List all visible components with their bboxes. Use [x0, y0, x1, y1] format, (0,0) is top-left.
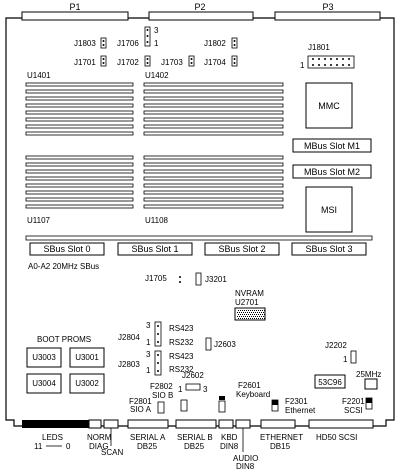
mbus-slot-m2-label: MBus Slot M2	[303, 167, 361, 177]
nvram-dot	[258, 310, 259, 311]
sbus-note: A0-A2 20MHz SBus	[28, 262, 100, 271]
nvram-dot	[242, 318, 243, 319]
nvram-dot	[251, 316, 252, 317]
simm-row	[144, 125, 283, 128]
nvram-dot	[264, 318, 265, 319]
nvram-part: U2701	[235, 298, 259, 307]
nvram-dot	[261, 316, 262, 317]
nvram-dot	[247, 312, 248, 313]
nvram-dot	[256, 314, 257, 315]
j2602-pin-left: 1	[178, 385, 183, 394]
leds-connector	[22, 420, 90, 428]
simm-row	[26, 97, 133, 100]
jumper-j2202	[351, 351, 356, 363]
nvram-dot	[263, 312, 264, 313]
fuse-f2802-sub: SIO B	[152, 391, 174, 400]
fuse-f2801-sub: SIO A	[130, 405, 151, 414]
nvram-dot	[260, 310, 261, 311]
audio-connector	[236, 420, 250, 428]
norm-label: NORM	[87, 433, 112, 442]
rs-label-1: RS423	[169, 324, 194, 333]
fuse-f2601	[219, 401, 225, 412]
nvram-dot	[252, 314, 253, 315]
simm-row	[144, 83, 283, 86]
nvram-dot	[259, 316, 260, 317]
sbus-slot-1-label: SBus Slot 1	[131, 244, 179, 254]
jumper-j1702	[145, 56, 150, 66]
chip-u3002-label: U3002	[75, 379, 99, 388]
j2804-pin-bottom: 1	[146, 338, 151, 347]
scan-label: SCAN	[101, 448, 124, 457]
nvram-dot	[258, 318, 259, 319]
nvram-label: NVRAM	[235, 289, 264, 298]
ethernet-connector	[261, 420, 295, 428]
chip-u3003-label: U3003	[32, 353, 56, 362]
nvram-dot	[238, 310, 239, 311]
jumper-j1801-label: J1801	[308, 43, 330, 52]
fuse-f2601-label: F2601	[238, 381, 261, 390]
nvram-dot	[250, 314, 251, 315]
nvram-dot	[244, 314, 245, 315]
simm-row	[26, 104, 133, 107]
simm-row	[144, 156, 283, 159]
nvram-dot	[243, 312, 244, 313]
jumper-j1802-label: J1802	[204, 39, 226, 48]
fuse-f2301-label: F2301	[285, 397, 308, 406]
simm-row	[144, 184, 283, 187]
simm-row	[26, 83, 133, 86]
nvram-dot	[241, 312, 242, 313]
simm-row	[26, 90, 133, 93]
chip-msi-label: MSI	[320, 205, 338, 215]
jumper-j2602	[186, 384, 200, 390]
nvram-dot	[248, 310, 249, 311]
j1706-pin-top: 3	[154, 26, 159, 35]
jumper-j2804-label: J2804	[118, 333, 140, 342]
jumper-j1701-label: J1701	[74, 58, 96, 67]
nvram-dot	[246, 310, 247, 311]
nvram-dot	[251, 312, 252, 313]
nvram-dot	[253, 312, 254, 313]
nvram-dot	[258, 314, 259, 315]
jumper-j1803	[101, 38, 106, 48]
nvram-dot	[242, 314, 243, 315]
nvram-dot	[250, 310, 251, 311]
connector-p2-label: P2	[194, 2, 206, 12]
simm-row	[26, 132, 133, 135]
nvram-dot	[240, 318, 241, 319]
jumper-j2202-label: J2202	[325, 341, 347, 350]
nvram-dot	[250, 318, 251, 319]
audio-sub: DIN8	[236, 462, 255, 471]
ethernet-sub: DB15	[270, 442, 291, 451]
sbus-connector-strip	[26, 236, 372, 240]
j2803-pin-top: 3	[146, 350, 151, 359]
nvram-dot	[239, 312, 240, 313]
nvram-dot	[237, 316, 238, 317]
serial-b-label: SERIAL B	[177, 433, 213, 442]
nvram-dot	[262, 310, 263, 311]
nvram-dot	[244, 318, 245, 319]
simm-row	[144, 170, 283, 173]
connector-p3-label: P3	[322, 2, 334, 12]
jumper-j1703-label: J1703	[161, 58, 183, 67]
scan-connector	[104, 420, 118, 428]
fuse-f2301-mark	[272, 400, 278, 405]
crystal-label: 25MHz	[356, 370, 382, 379]
simm-row	[26, 205, 133, 208]
chip-u1108-label: U1108	[145, 216, 168, 225]
fuse-f2802-label: F2802	[150, 382, 173, 391]
top-connectors	[22, 2, 380, 20]
fuse-f2201-mark	[366, 398, 372, 403]
nvram-dot	[252, 318, 253, 319]
simm-row	[144, 191, 283, 194]
simm-row	[144, 104, 283, 107]
jumper-j1801	[308, 56, 354, 68]
nvram-dot	[256, 318, 257, 319]
sbus-slot-2-label: SBus Slot 2	[218, 244, 266, 254]
jumper-j1803-label: J1803	[74, 39, 96, 48]
simm-row	[26, 184, 133, 187]
nvram-dot	[240, 314, 241, 315]
rs-label-4: RS232	[169, 365, 194, 374]
jumper-j1704	[232, 56, 237, 66]
serial-a-sub: DB25	[137, 442, 158, 451]
j2804-pin-top: 3	[146, 321, 151, 330]
simm-row	[144, 205, 283, 208]
simm-row	[144, 177, 283, 180]
fuse-f2601-mark	[219, 396, 225, 400]
jumper-j1703	[189, 56, 194, 66]
jumper-j2603	[206, 338, 211, 350]
nvram-dot	[246, 318, 247, 319]
nvram-dot	[253, 316, 254, 317]
nvram-dot	[245, 316, 246, 317]
connector-p1-label: P1	[69, 2, 81, 12]
fuse-f2601-sub: Keyboard	[236, 390, 271, 399]
jumper-j2602-label: J2602	[182, 371, 204, 380]
nvram-dot	[249, 312, 250, 313]
simm-row	[26, 198, 133, 201]
jumper-j2803-label: J2803	[118, 360, 140, 369]
nvram-dot	[245, 312, 246, 313]
serial-a-label: SERIAL A	[130, 433, 166, 442]
nvram-dot	[249, 316, 250, 317]
j1706-pin-bottom: 1	[154, 39, 159, 48]
fuse-f2802	[181, 400, 187, 411]
connector-p1	[22, 12, 128, 20]
fuse-f2801-label: F2801	[129, 397, 152, 406]
nvram-dot	[238, 314, 239, 315]
sbus-slot-3-label: SBus Slot 3	[305, 244, 353, 254]
simm-row	[144, 198, 283, 201]
crystal-25mhz	[365, 379, 377, 389]
nvram-dot	[255, 316, 256, 317]
nvram-dot	[248, 318, 249, 319]
audio-label: AUDIO	[233, 454, 259, 463]
nvram-dot	[259, 312, 260, 313]
simm-row	[26, 111, 133, 114]
nvram-dot	[254, 318, 255, 319]
serial-b-connector	[176, 420, 216, 428]
jumper-j1706-label: J1706	[117, 39, 139, 48]
simm-row	[144, 97, 283, 100]
boot-proms-label: BOOT PROMS	[37, 335, 92, 344]
kbd-label: KBD	[221, 433, 238, 442]
j2803-pin-bottom: 1	[146, 366, 151, 375]
jumper-j2603-label: J2603	[214, 340, 236, 349]
j1801-pin: 1	[300, 61, 305, 70]
jumper-j1705-label: J1705	[145, 274, 167, 283]
ethernet-label: ETHERNET	[260, 433, 304, 442]
nvram-dot	[238, 318, 239, 319]
nvram-dot	[244, 310, 245, 311]
leds-label: LEDS	[42, 433, 63, 442]
simm-row	[26, 125, 133, 128]
sbus-slot-0-label: SBus Slot 0	[43, 244, 91, 254]
rs-label-3: RS423	[169, 352, 194, 361]
nvram-dot	[237, 312, 238, 313]
serial-b-sub: DB25	[184, 442, 205, 451]
simm-row	[26, 177, 133, 180]
simm-row	[26, 170, 133, 173]
simm-row	[26, 156, 133, 159]
bottom-connectors	[22, 420, 373, 428]
fuse-f2201-sub: SCSI	[344, 406, 363, 415]
j2202-pin: 1	[343, 355, 348, 364]
nvram-dot	[241, 316, 242, 317]
simm-row	[144, 90, 283, 93]
nvram-dot	[255, 312, 256, 313]
kbd-sub: DIN8	[220, 442, 239, 451]
chip-u1402-label: U1402	[145, 71, 169, 80]
nvram-dot	[246, 314, 247, 315]
nvram-dot	[262, 314, 263, 315]
connector-p3	[275, 12, 380, 20]
nvram-dot	[260, 318, 261, 319]
nvram-dot	[261, 312, 262, 313]
nvram-dot	[257, 316, 258, 317]
nvram-dot	[240, 310, 241, 311]
simm-row	[144, 118, 283, 121]
chip-mmc-label: MMC	[318, 101, 340, 111]
jumper-j3201-label: J3201	[205, 275, 227, 284]
chip-u1401-label: U1401	[27, 71, 51, 80]
simm-row	[26, 118, 133, 121]
leds-range-right: 0	[66, 442, 71, 451]
jumper-j1802	[232, 38, 237, 48]
nvram-dot	[256, 310, 257, 311]
nvram-dot	[243, 316, 244, 317]
chip-53c96-label: 53C96	[318, 378, 342, 387]
fuse-f2201-label: F2201	[342, 397, 365, 406]
mbus-slot-m1-label: MBus Slot M1	[303, 141, 361, 151]
nvram-dot	[260, 314, 261, 315]
nvram-dot	[262, 318, 263, 319]
nvram-dot	[264, 314, 265, 315]
nvram-dot	[252, 310, 253, 311]
jumper-j1704-label: J1704	[204, 58, 226, 67]
norm-diag-switch	[89, 420, 101, 428]
kbd-connector	[219, 420, 233, 428]
nvram-dot	[263, 316, 264, 317]
chip-u3001-label: U3001	[75, 353, 99, 362]
diag-label: DIAG	[89, 442, 109, 451]
nvram-dot	[248, 314, 249, 315]
jumper-j1702-label: J1702	[117, 58, 139, 67]
simm-row	[26, 163, 133, 166]
simm-row	[26, 191, 133, 194]
nvram-dot	[254, 314, 255, 315]
serial-a-connector	[128, 420, 168, 428]
connector-p2	[149, 12, 253, 20]
scsi-connector	[309, 420, 373, 428]
fuse-f2801	[158, 402, 164, 413]
chip-u3004-label: U3004	[32, 379, 56, 388]
jumper-j3201	[196, 273, 201, 285]
fuse-f2301-sub: Ethernet	[285, 406, 316, 415]
nvram-dot	[247, 316, 248, 317]
simm-row	[144, 111, 283, 114]
nvram-dot	[254, 310, 255, 311]
chip-u1107-label: U1107	[27, 216, 50, 225]
nvram-dot	[242, 310, 243, 311]
scsi-label: HD50 SCSI	[316, 433, 358, 442]
nvram-dot	[257, 312, 258, 313]
rs-label-2: RS232	[169, 338, 194, 347]
nvram-dot	[239, 316, 240, 317]
jumper-j1701	[101, 56, 106, 66]
simm-row	[144, 132, 283, 135]
leds-range-left: 11	[34, 442, 43, 451]
simm-row	[144, 163, 283, 166]
j2602-pin-right: 3	[203, 385, 208, 394]
nvram-dot	[264, 310, 265, 311]
